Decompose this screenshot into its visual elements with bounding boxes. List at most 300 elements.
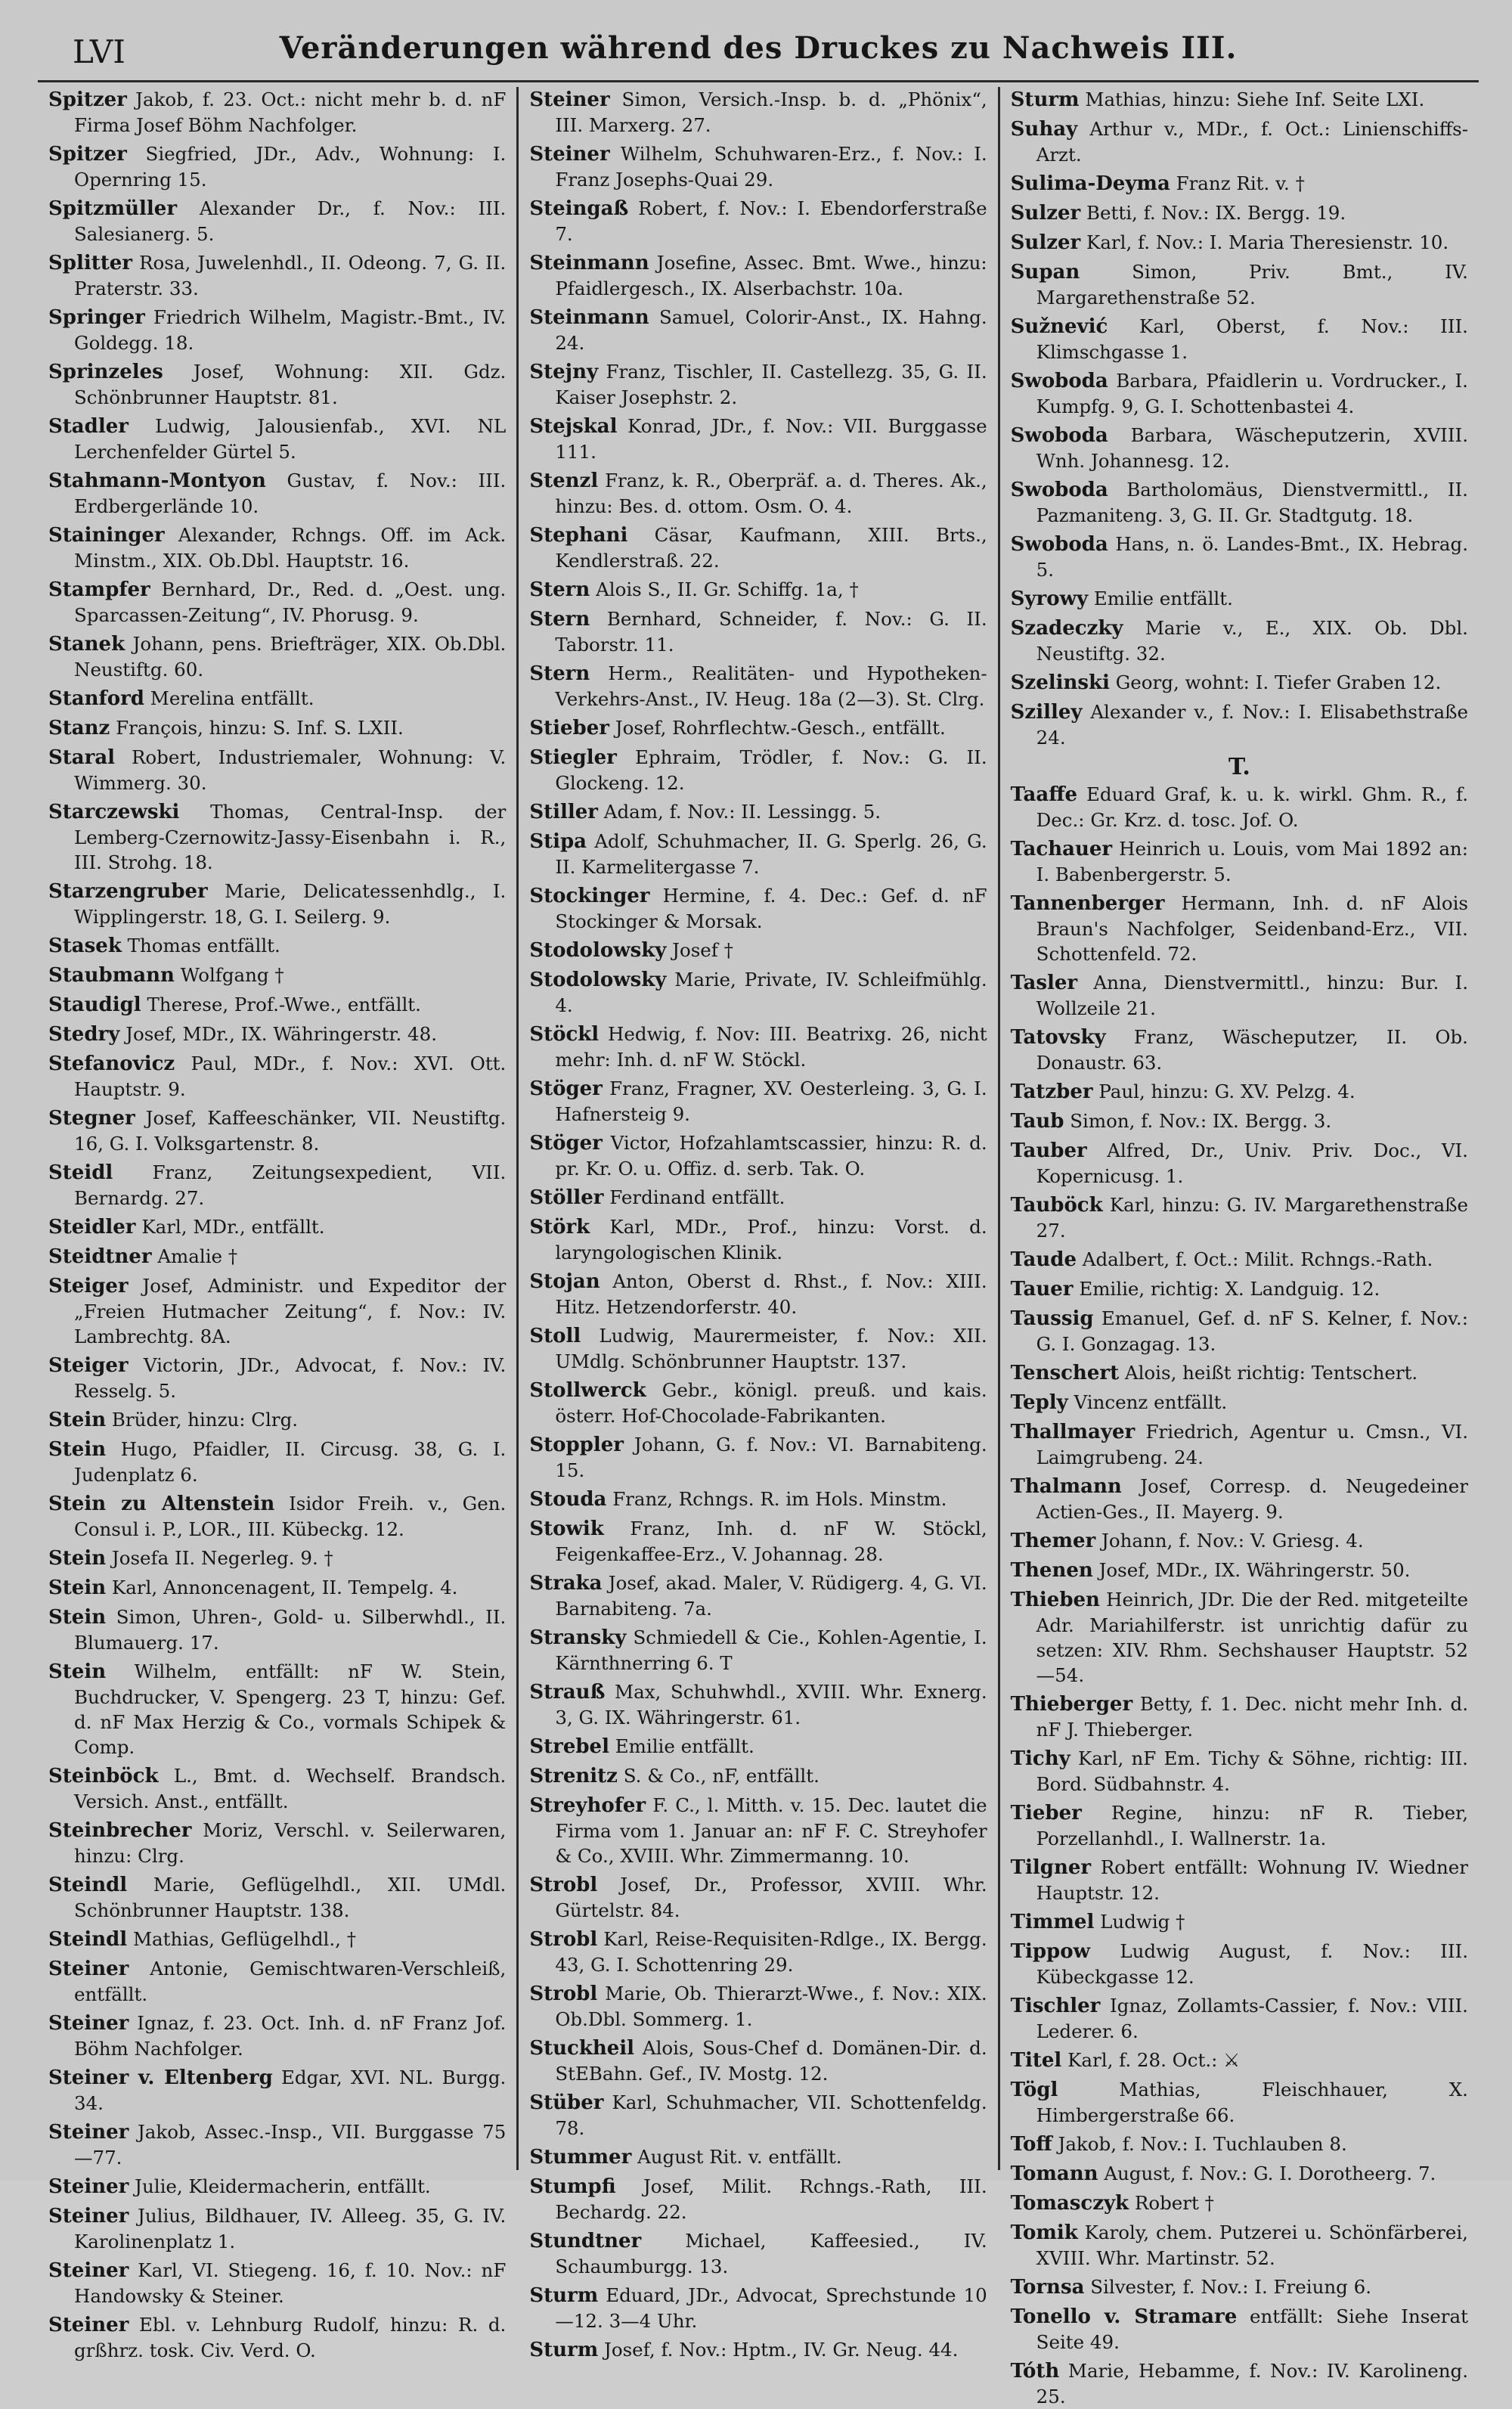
directory-entry bbox=[48, 745, 506, 795]
entry-text: Thomas entfällt. bbox=[127, 935, 280, 956]
entry-text: Anna, Dienstvermittl., hinzu: Bur. I. Wollzeile 21. bbox=[1036, 972, 1468, 1019]
entry-name: Steinbrecher bbox=[48, 1819, 192, 1842]
entry-text: Victorin, JDr., Advocat, f. Nov.: IV. Resselg. 5. bbox=[74, 1354, 507, 1402]
entry-text: Marie, Delicatessenhdlg., I. Wipplingerstr. 18, G. I. Seilerg. 9. bbox=[74, 880, 507, 928]
entry-name: Tischler bbox=[1010, 1995, 1101, 2017]
entry-name: Stein bbox=[48, 1660, 107, 1683]
entry-text: Anton, Oberst d. Rhst., f. Nov.: XIII. Hitz. Hetzendorferstr. 40. bbox=[555, 1270, 987, 1318]
entry-text: Marie v., E., XIX. Ob. Dbl. Neustiftg. 32. bbox=[1036, 617, 1468, 665]
entry-text: Karoly, chem. Putzerei u. Schönfärberei, XVIII. Whr. Martinstr. 52. bbox=[1036, 2221, 1468, 2269]
directory-entry bbox=[1011, 368, 1468, 419]
entry-name: Suhay bbox=[1010, 118, 1078, 141]
entry-name: Stüber bbox=[529, 2091, 604, 2114]
entry-name: Taub bbox=[1010, 1110, 1064, 1133]
directory-entry bbox=[48, 2011, 506, 2061]
entry-text: Emilie, richtig: X. Landguig. 12. bbox=[1079, 1278, 1380, 1300]
entry-text: Thomas, Central-Insp. der Lemberg-Czernowitz-Jassy-Eisenbahn i. R., III. Strohg. 18. bbox=[74, 801, 507, 873]
entry-text: Emanuel, Gef. d. nF S. Kelner, f. Nov.: G. I. Gonzagag. 13. bbox=[1036, 1307, 1468, 1355]
directory-entry bbox=[48, 686, 506, 712]
entry-text: Franz, Tischler, II. Castellezg. 35, G. II. Kaiser Josephstr. 2. bbox=[555, 361, 987, 408]
directory-entry bbox=[1011, 970, 1468, 1021]
entry-text: Max, Schuhwhdl., XVIII. Whr. Exnerg. 3, G. IX. Währingerstr. 61. bbox=[555, 1681, 987, 1728]
entry-text: Josef, Dr., Professor, XVIII. Whr. Gürtelstr. 84. bbox=[555, 1874, 987, 1921]
directory-entry bbox=[1011, 1390, 1468, 1415]
entry-name: Staininger bbox=[48, 524, 165, 547]
directory-entry bbox=[1011, 477, 1468, 528]
entry-name: Staudigl bbox=[48, 994, 141, 1016]
entry-name: Thieben bbox=[1010, 1589, 1100, 1611]
entry-name: Strebel bbox=[529, 1735, 609, 1758]
directory-entry bbox=[1011, 1138, 1468, 1189]
entry-name: Starzengruber bbox=[48, 880, 208, 903]
entry-name: Stanz bbox=[48, 717, 110, 739]
directory-entry bbox=[48, 87, 506, 138]
entry-name: Swoboda bbox=[1010, 533, 1108, 556]
directory-entry bbox=[529, 883, 987, 934]
entry-text: Adalbert, f. Oct.: Milit. Rchngs.-Rath. bbox=[1082, 1248, 1433, 1270]
entry-name: Stahmann-Montyon bbox=[48, 470, 266, 492]
entry-name: Timmel bbox=[1010, 1911, 1095, 1933]
directory-entry bbox=[529, 1872, 987, 1923]
entry-name: Tilgner bbox=[1010, 1856, 1092, 1879]
directory-entry bbox=[529, 1432, 987, 1483]
entry-name: Stollwerck bbox=[529, 1379, 646, 1402]
entry-text: Ebl. v. Lehnburg Rudolf, hinzu: R. d. grßhrz. tosk. Civ. Verd. O. bbox=[74, 2314, 507, 2361]
directory-entry bbox=[529, 1269, 987, 1319]
directory-entry bbox=[48, 1575, 506, 1601]
entry-text: Josef, Rohrflechtw.-Gesch., entfällt. bbox=[615, 717, 946, 739]
entry-text: Josef, MDr., IX. Währingerstr. 48. bbox=[125, 1023, 437, 1045]
entry-text: Wilhelm, Schuhwaren-Erz., f. Nov.: I. Franz Josephs-Quai 29. bbox=[555, 143, 987, 191]
directory-entry bbox=[1011, 1276, 1468, 1302]
entry-name: Steiner bbox=[48, 2012, 129, 2035]
directory-entry bbox=[48, 1872, 506, 1923]
entry-name: Tauer bbox=[1010, 1278, 1074, 1301]
directory-entry bbox=[1011, 2274, 1468, 2300]
entry-text: Georg, wohnt: I. Tiefer Graben 12. bbox=[1115, 671, 1442, 693]
entry-name: Steiner bbox=[48, 2121, 129, 2144]
entry-name: Thenen bbox=[1010, 1559, 1093, 1582]
directory-entry bbox=[48, 1763, 506, 1814]
directory-entry bbox=[529, 305, 987, 355]
directory-entry bbox=[529, 829, 987, 879]
directory-entry bbox=[529, 1679, 987, 1730]
directory-entry bbox=[1011, 532, 1468, 582]
entry-text: Karl, f. 28. Oct.: ⚔ bbox=[1067, 2049, 1241, 2071]
entry-name: Syrowy bbox=[1010, 588, 1089, 610]
directory-entry bbox=[529, 1130, 987, 1181]
directory-entry bbox=[1011, 615, 1468, 666]
entry-name: Steidtner bbox=[48, 1245, 152, 1268]
directory-entry bbox=[48, 1659, 506, 1759]
entry-name: Stegner bbox=[48, 1107, 135, 1130]
entry-name: Titel bbox=[1010, 2049, 1062, 2072]
entry-text: Marie, Hebamme, f. Nov.: IV. Karolineng. 25. bbox=[1036, 2360, 1468, 2407]
directory-entry bbox=[48, 1437, 506, 1487]
entry-name: Straka bbox=[529, 1572, 603, 1595]
entry-name: Stockinger bbox=[529, 885, 650, 907]
directory-entry bbox=[48, 577, 506, 628]
entry-text: Alois S., II. Gr. Schiffg. 1a, † bbox=[596, 578, 859, 600]
entry-name: Stephani bbox=[529, 524, 628, 547]
entry-name: Steinböck bbox=[48, 1765, 159, 1787]
entry-name: Spitzmüller bbox=[48, 197, 178, 220]
entry-text: Vincenz entfällt. bbox=[1074, 1391, 1228, 1413]
directory-entry bbox=[1011, 891, 1468, 966]
entry-name: Stodolowsky bbox=[529, 939, 667, 962]
entry-name: Steinmann bbox=[529, 306, 649, 329]
entry-text: Ignaz, f. 23. Oct. Inh. d. nF Franz Jof. Böhm Nachfolger. bbox=[74, 2012, 507, 2060]
entry-name: Stern bbox=[529, 662, 590, 685]
entry-name: Strenitz bbox=[529, 1765, 618, 1787]
entry-text: Marie, Private, IV. Schleifmühlg. 4. bbox=[555, 969, 987, 1016]
entry-text: Silvester, f. Nov.: I. Freiung 6. bbox=[1090, 2276, 1371, 2298]
entry-name: Tauböck bbox=[1010, 1194, 1103, 1217]
directory-entry bbox=[529, 577, 987, 603]
entry-name: Stasek bbox=[48, 935, 122, 957]
directory-entry bbox=[48, 468, 506, 519]
entry-name: Stanek bbox=[48, 633, 125, 656]
page-header bbox=[38, 20, 1479, 82]
entry-text: Franz, k. R., Oberpräf. a. d. Theres. Ak., hinzu: Bes. d. ottom. Osm. O. 4. bbox=[555, 470, 987, 517]
directory-entry bbox=[1011, 2161, 1468, 2187]
directory-entry bbox=[1011, 836, 1468, 887]
directory-entry bbox=[529, 1185, 987, 1211]
entry-text: Samuel, Colorir-Anst., IX. Hahng. 24. bbox=[555, 306, 987, 354]
directory-entry bbox=[529, 468, 987, 519]
entry-name: Tachauer bbox=[1010, 838, 1113, 860]
entry-text: Karl, nF Em. Tichy & Söhne, richtig: III. Bord. Südbahnstr. 4. bbox=[1036, 1747, 1468, 1795]
entry-name: Tatovsky bbox=[1010, 1026, 1106, 1049]
entry-name: Tauber bbox=[1010, 1139, 1087, 1162]
directory-entry bbox=[1011, 1587, 1468, 1688]
entry-name: Thalmann bbox=[1010, 1475, 1122, 1498]
entry-name: Steindl bbox=[48, 1874, 128, 1896]
entry-text: Simon, Priv. Bmt., IV. Margarethenstraße 52. bbox=[1036, 261, 1468, 308]
entry-name: Stein zu Altenstein bbox=[48, 1493, 275, 1515]
directory-entry bbox=[1011, 1192, 1468, 1243]
entry-name: Spitzer bbox=[48, 88, 127, 111]
entry-name: Stoll bbox=[529, 1325, 581, 1347]
entry-text: Betti, f. Nov.: IX. Bergg. 19. bbox=[1086, 202, 1346, 224]
entry-text: Franz Rit. v. † bbox=[1176, 172, 1305, 194]
entry-text: Robert, f. Nov.: I. Ebendorferstraße 7. bbox=[555, 197, 987, 245]
entry-name: Tasler bbox=[1010, 972, 1078, 994]
entry-text: Bartholomäus, Dienstvermittl., II. Pazmaniteng. 3, G. II. Gr. Stadtgutg. 18. bbox=[1036, 479, 1468, 526]
entry-text: Franz, Rchngs. R. im Hols. Minstm. bbox=[612, 1488, 947, 1510]
directory-entry bbox=[529, 967, 987, 1018]
directory-entry bbox=[1011, 2190, 1468, 2216]
directory-entry bbox=[1011, 1939, 1468, 1989]
entry-name: Stampfer bbox=[48, 578, 150, 601]
entry-text: Ludwig August, f. Nov.: III. Kübeckgasse 12. bbox=[1036, 1940, 1468, 1988]
entry-name: Sulima-Deyma bbox=[1010, 172, 1170, 195]
entry-name: Steiner bbox=[48, 2175, 129, 2198]
directory-entry bbox=[48, 2258, 506, 2308]
directory-entry bbox=[48, 1546, 506, 1571]
directory-entry bbox=[529, 1323, 987, 1374]
directory-entry bbox=[48, 522, 506, 573]
entry-name: Steiner bbox=[48, 2314, 129, 2336]
directory-entry bbox=[529, 141, 987, 192]
entry-name: Stummer bbox=[529, 2146, 632, 2169]
entry-text: Paul, hinzu: G. XV. Pelzg. 4. bbox=[1098, 1080, 1356, 1102]
entry-name: Steiner v. Eltenberg bbox=[48, 2066, 273, 2089]
entry-text: Siegfried, JDr., Adv., Wohnung: I. Opernring 15. bbox=[74, 143, 507, 191]
entry-text: Eduard Graf, k. u. k. wirkl. Ghm. R., f. Dec.: Gr. Krz. d. tosc. Jof. O. bbox=[1036, 783, 1468, 831]
directory-entry bbox=[48, 1604, 506, 1655]
directory-entry bbox=[529, 2174, 987, 2225]
directory-entry bbox=[48, 1353, 506, 1403]
entry-text: Wolfgang † bbox=[180, 964, 284, 986]
entry-name: Taaffe bbox=[1010, 783, 1078, 806]
entry-name: Sulzer bbox=[1010, 202, 1081, 225]
entry-text: Brüder, hinzu: Clrg. bbox=[111, 1409, 299, 1431]
entry-name: Steiner bbox=[529, 88, 610, 111]
directory-entry bbox=[1011, 1360, 1468, 1386]
entry-text: Josef, Wohnung: XII. Gdz. Schönbrunner Hauptstr. 81. bbox=[74, 361, 507, 408]
entry-text: Karl, Schuhmacher, VII. Schottenfeldg. 78. bbox=[555, 2091, 987, 2139]
entry-text: Paul, MDr., f. Nov.: XVI. Ott. Hauptstr. 9. bbox=[74, 1053, 507, 1100]
directory-entry bbox=[1011, 2220, 1468, 2271]
directory-entry bbox=[1011, 2048, 1468, 2073]
directory-entry bbox=[1011, 314, 1468, 364]
entry-name: Sturm bbox=[529, 2339, 599, 2361]
entry-name: Stuckheil bbox=[529, 2037, 635, 2060]
entry-text: Simon, Versich.-Insp. b. d. „Phönix“, III. Marxerg. 27. bbox=[555, 88, 987, 136]
entry-text: Josef, MDr., IX. Währingerstr. 50. bbox=[1098, 1559, 1411, 1581]
entry-text: Konrad, JDr., f. Nov.: VII. Burggasse 111. bbox=[555, 415, 987, 463]
entry-name: Staral bbox=[48, 746, 116, 769]
directory-entry bbox=[529, 1022, 987, 1072]
directory-entry bbox=[529, 359, 987, 410]
entry-text: Emilie entfällt. bbox=[615, 1735, 754, 1757]
page-title: Veränderungen während des Druckes zu Nachweis III. bbox=[279, 30, 1238, 66]
entry-name: Streyhofer bbox=[529, 1794, 646, 1817]
entry-text: Victor, Hofzahlamtscassier, hinzu: R. d. pr. Kr. O. u. Offiz. d. serb. Tak. O. bbox=[555, 1132, 987, 1180]
page-number: LVI bbox=[73, 33, 125, 70]
directory-entry bbox=[48, 879, 506, 929]
directory-entry bbox=[48, 1022, 506, 1047]
directory-entry bbox=[529, 414, 987, 464]
entry-text: Bernhard, Dr., Red. d. „Oest. ung. Sparcassen-Zeitung“, IV. Phorusg. 9. bbox=[74, 578, 507, 626]
directory-entry bbox=[529, 2228, 987, 2279]
entry-text: Amalie † bbox=[157, 1245, 238, 1267]
entry-text: Adam, f. Nov.: II. Lessingg. 5. bbox=[603, 801, 881, 823]
entry-name: Tögl bbox=[1010, 2079, 1058, 2101]
entry-name: Tornsa bbox=[1010, 2276, 1085, 2299]
directory-entry bbox=[48, 305, 506, 355]
entry-text: Hans, n. ö. Landes-Bmt., IX. Hebrag. 5. bbox=[1036, 533, 1468, 581]
entry-text: Karl, Annoncenagent, II. Tempelg. 4. bbox=[111, 1577, 458, 1598]
entry-text: Robert † bbox=[1134, 2192, 1214, 2214]
entry-name: Stodolowsky bbox=[529, 969, 667, 991]
entry-name: Themer bbox=[1010, 1530, 1096, 1552]
directory-entry bbox=[529, 1927, 987, 1977]
entry-text: Merelina entfällt. bbox=[150, 687, 314, 709]
entry-name: Steiner bbox=[48, 2259, 129, 2282]
entry-text: Gebr., königl. preuß. und kais. österr. Hof-Chocolade-Fabrikanten. bbox=[555, 1379, 987, 1427]
entry-text: Ludwig, Maurermeister, f. Nov.: XII. UMdlg. Schönbrunner Hauptstr. 137. bbox=[555, 1325, 987, 1372]
entry-text: Alexander v., f. Nov.: I. Elisabethstraße 24. bbox=[1036, 701, 1468, 749]
columns bbox=[38, 87, 1479, 2407]
entry-text: Karl, Oberst, f. Nov.: III. Klimschgasse 1. bbox=[1036, 315, 1468, 363]
entry-text: Josef, f. Nov.: Hptm., IV. Gr. Neug. 44. bbox=[604, 2339, 959, 2361]
directory-entry bbox=[1011, 586, 1468, 612]
directory-entry bbox=[48, 1214, 506, 1240]
entry-name: Stöger bbox=[529, 1077, 603, 1100]
entry-name: Sprinzeles bbox=[48, 361, 163, 383]
entry-text: Alfred, Dr., Univ. Priv. Doc., VI. Kopernicusg. 1. bbox=[1036, 1139, 1468, 1187]
entry-name: Toff bbox=[1010, 2133, 1052, 2156]
directory-entry bbox=[529, 661, 987, 712]
entry-text: Josef, Milit. Rchngs.-Rath, III. Bechardg. 22. bbox=[555, 2175, 987, 2223]
entry-name: Tenschert bbox=[1010, 1362, 1120, 1384]
entry-name: Staubmann bbox=[48, 964, 175, 987]
directory-entry bbox=[48, 963, 506, 988]
entry-name: Stedry bbox=[48, 1023, 120, 1046]
entry-text: Jakob, f. 23. Oct.: nicht mehr b. d. nF Firma Josef Böhm Nachfolger. bbox=[74, 88, 507, 136]
directory-entry bbox=[1011, 1855, 1468, 1905]
entry-name: Stein bbox=[48, 1547, 107, 1570]
entry-text: Bernhard, Schneider, f. Nov.: G. II. Taborstr. 11. bbox=[555, 608, 987, 656]
entry-text: Alois, Sous-Chef d. Domänen-Dir. d. StEBahn. Gef., IV. Mostg. 12. bbox=[555, 2037, 987, 2085]
entry-name: Tichy bbox=[1010, 1747, 1070, 1770]
directory-entry bbox=[48, 933, 506, 959]
directory-entry bbox=[1011, 1306, 1468, 1356]
entry-name: Stejny bbox=[529, 361, 599, 383]
directory-entry bbox=[1011, 1558, 1468, 1583]
entry-text: Johann, pens. Briefträger, XIX. Ob.Dbl. Neustiftg. 60. bbox=[74, 633, 507, 681]
entry-text: Franz, Wäscheputzer, II. Ob. Donaustr. 63. bbox=[1036, 1026, 1468, 1074]
entry-name: Stöger bbox=[529, 1132, 603, 1155]
entry-text: F. C., l. Mitth. v. 15. Dec. lautet die Firma vom 1. Januar an: nF F. C. Streyhofer & Co., XVIII. Whr. Zimmermanng. 10. bbox=[555, 1794, 987, 1867]
entry-name: Stumpfi bbox=[529, 2175, 616, 2198]
entry-text: Heinrich, JDr. Die der Red. mitgeteilte Adr. Mariahilferstr. ist unrichtig dafür zu setzen: XIV. Rhm. Sechshauser Hauptstr. 52—54. bbox=[1036, 1589, 1468, 1686]
column-left bbox=[38, 87, 516, 2361]
entry-text: Franz, Fragner, XV. Oesterleing. 3, G. I. Hafnersteig 9. bbox=[555, 1077, 987, 1125]
entry-text: August Rit. v. entfällt. bbox=[637, 2146, 842, 2168]
entry-name: Stowik bbox=[529, 1518, 604, 1540]
entry-name: Stieber bbox=[529, 717, 609, 739]
entry-name: Strobl bbox=[529, 1874, 598, 1896]
directory-entry bbox=[529, 2283, 987, 2333]
entry-text: Hermine, f. 4. Dec.: Gef. d. nF Stockinger & Morsak. bbox=[555, 885, 987, 932]
entry-text: Barbara, Wäscheputzerin, XVIII. Wnh. Johannesg. 12. bbox=[1036, 424, 1468, 472]
entry-text: Eduard, JDr., Advocat, Sprechstunde 10—12. 3—4 Uhr. bbox=[555, 2284, 987, 2332]
entry-name: Stipa bbox=[529, 830, 587, 853]
directory-entry bbox=[1011, 1108, 1468, 1134]
entry-name: Stouda bbox=[529, 1488, 607, 1511]
entry-name: Strobl bbox=[529, 1983, 598, 2005]
entry-name: Supan bbox=[1010, 261, 1080, 284]
directory-entry bbox=[48, 715, 506, 741]
entry-text: S. & Co., nF, entfällt. bbox=[623, 1765, 820, 1787]
directory-entry bbox=[48, 2312, 506, 2363]
entry-name: Stern bbox=[529, 608, 590, 631]
directory-entry bbox=[529, 1487, 987, 1512]
directory-entry bbox=[48, 2065, 506, 2116]
entry-text: Franz, Inh. d. nF W. Stöckl, Feigenkaffee-Erz., V. Johannag. 28. bbox=[555, 1518, 987, 1565]
directory-entry bbox=[48, 1244, 506, 1270]
entry-text: Adolf, Schuhmacher, II. G. Sperlg. 26, G. II. Karmelitergasse 7. bbox=[555, 830, 987, 878]
directory-entry bbox=[529, 1734, 987, 1759]
entry-name: Stiller bbox=[529, 801, 598, 823]
directory-entry bbox=[529, 2035, 987, 2086]
entry-text: François, hinzu: S. Inf. S. LXII. bbox=[116, 717, 404, 739]
directory-entry bbox=[529, 715, 987, 741]
directory-entry bbox=[529, 1570, 987, 1621]
entry-name: Tomann bbox=[1010, 2163, 1098, 2185]
directory-entry bbox=[48, 359, 506, 410]
entry-text: Ludwig, Jalousienfab., XVI. NL Lerchenfelder Gürtel 5. bbox=[74, 415, 507, 463]
directory-entry bbox=[529, 87, 987, 138]
directory-entry bbox=[529, 1763, 987, 1789]
column-middle bbox=[516, 87, 997, 2361]
directory-entry bbox=[48, 631, 506, 682]
directory-entry bbox=[1011, 670, 1468, 696]
directory-entry bbox=[1011, 1247, 1468, 1273]
entry-text: Ludwig † bbox=[1100, 1911, 1185, 1933]
entry-text: Antonie, Gemischtwaren-Verschleiß, entfällt. bbox=[74, 1958, 507, 2005]
entry-text: entfällt: Siehe Inserat Seite 49. bbox=[1036, 2305, 1468, 2353]
entry-name: Tonello v. Stramare bbox=[1010, 2305, 1238, 2328]
directory-entry bbox=[1011, 699, 1468, 750]
entry-name: Stoppler bbox=[529, 1434, 624, 1456]
entry-text: Josef, Kaffeeschänker, VII. Neustiftg. 16, G. I. Volksgartenstr. 8. bbox=[74, 1107, 507, 1155]
entry-name: Stein bbox=[48, 1438, 107, 1461]
entry-name: Teply bbox=[1010, 1391, 1068, 1414]
entry-text: Mathias, Geflügelhdl., † bbox=[132, 1928, 356, 1950]
entry-text: Friedrich, Agentur u. Cmsn., VI. Laimgrubeng. 24. bbox=[1036, 1421, 1468, 1468]
entry-name: Stransky bbox=[529, 1626, 627, 1649]
directory-entry bbox=[1011, 1419, 1468, 1470]
entry-name: Tieber bbox=[1010, 1802, 1082, 1825]
directory-entry bbox=[1011, 1528, 1468, 1554]
directory-entry bbox=[48, 799, 506, 875]
entry-text: Johann, f. Nov.: V. Griesg. 4. bbox=[1101, 1530, 1364, 1552]
entry-text: Herm., Realitäten- und Hypotheken-Verkehrs-Anst., IV. Heug. 18a (2—3). St. Clrg. bbox=[555, 662, 987, 710]
directory-entry bbox=[529, 1214, 987, 1265]
entry-name: Stojan bbox=[529, 1270, 600, 1293]
entry-text: Robert entfällt: Wohnung IV. Wiedner Hauptstr. 12. bbox=[1036, 1856, 1468, 1904]
directory-entry bbox=[529, 938, 987, 963]
entry-name: Swoboda bbox=[1010, 424, 1108, 447]
directory-entry bbox=[1011, 1025, 1468, 1075]
entry-text: Josef, akad. Maler, V. Rüdigerg. 4, G. VI. Barnabiteng. 7a. bbox=[555, 1572, 987, 1620]
entry-name: Steiner bbox=[48, 2205, 129, 2228]
entry-text: Therese, Prof.-Wwe., entfällt. bbox=[147, 994, 421, 1015]
directory-entry bbox=[529, 522, 987, 573]
directory-entry bbox=[529, 1516, 987, 1567]
directory-entry bbox=[1011, 1691, 1468, 1742]
entry-text: Johann, G. f. Nov.: VI. Barnabiteng. 15. bbox=[555, 1434, 987, 1481]
directory-entry bbox=[48, 1956, 506, 2007]
entry-name: Stejskal bbox=[529, 415, 618, 438]
entry-text: Josefine, Assec. Bmt. Wwe., hinzu: Pfaidlergesch., IX. Alserbachstr. 10a. bbox=[555, 252, 987, 299]
directory-entry bbox=[529, 606, 987, 657]
entry-text: Heinrich u. Louis, vom Mai 1892 an: I. Babenbergerstr. 5. bbox=[1036, 838, 1468, 885]
entry-name: Stadler bbox=[48, 415, 129, 438]
entry-name: Steiger bbox=[48, 1354, 129, 1377]
entry-text: Schmiedell & Cie., Kohlen-Agentie, I. Kärnthnerring 6. T bbox=[555, 1626, 987, 1674]
entry-text: Friedrich Wilhelm, Magistr.-Bmt., IV. Goldegg. 18. bbox=[74, 306, 507, 354]
directory-entry bbox=[1011, 200, 1468, 226]
section-letter: T. bbox=[1228, 754, 1250, 780]
entry-name: Steingaß bbox=[529, 197, 629, 220]
entry-name: Strobl bbox=[529, 1928, 598, 1951]
entry-text: Julius, Bildhauer, IV. Alleeg. 35, G. IV. Karolinenplatz 1. bbox=[74, 2205, 507, 2252]
